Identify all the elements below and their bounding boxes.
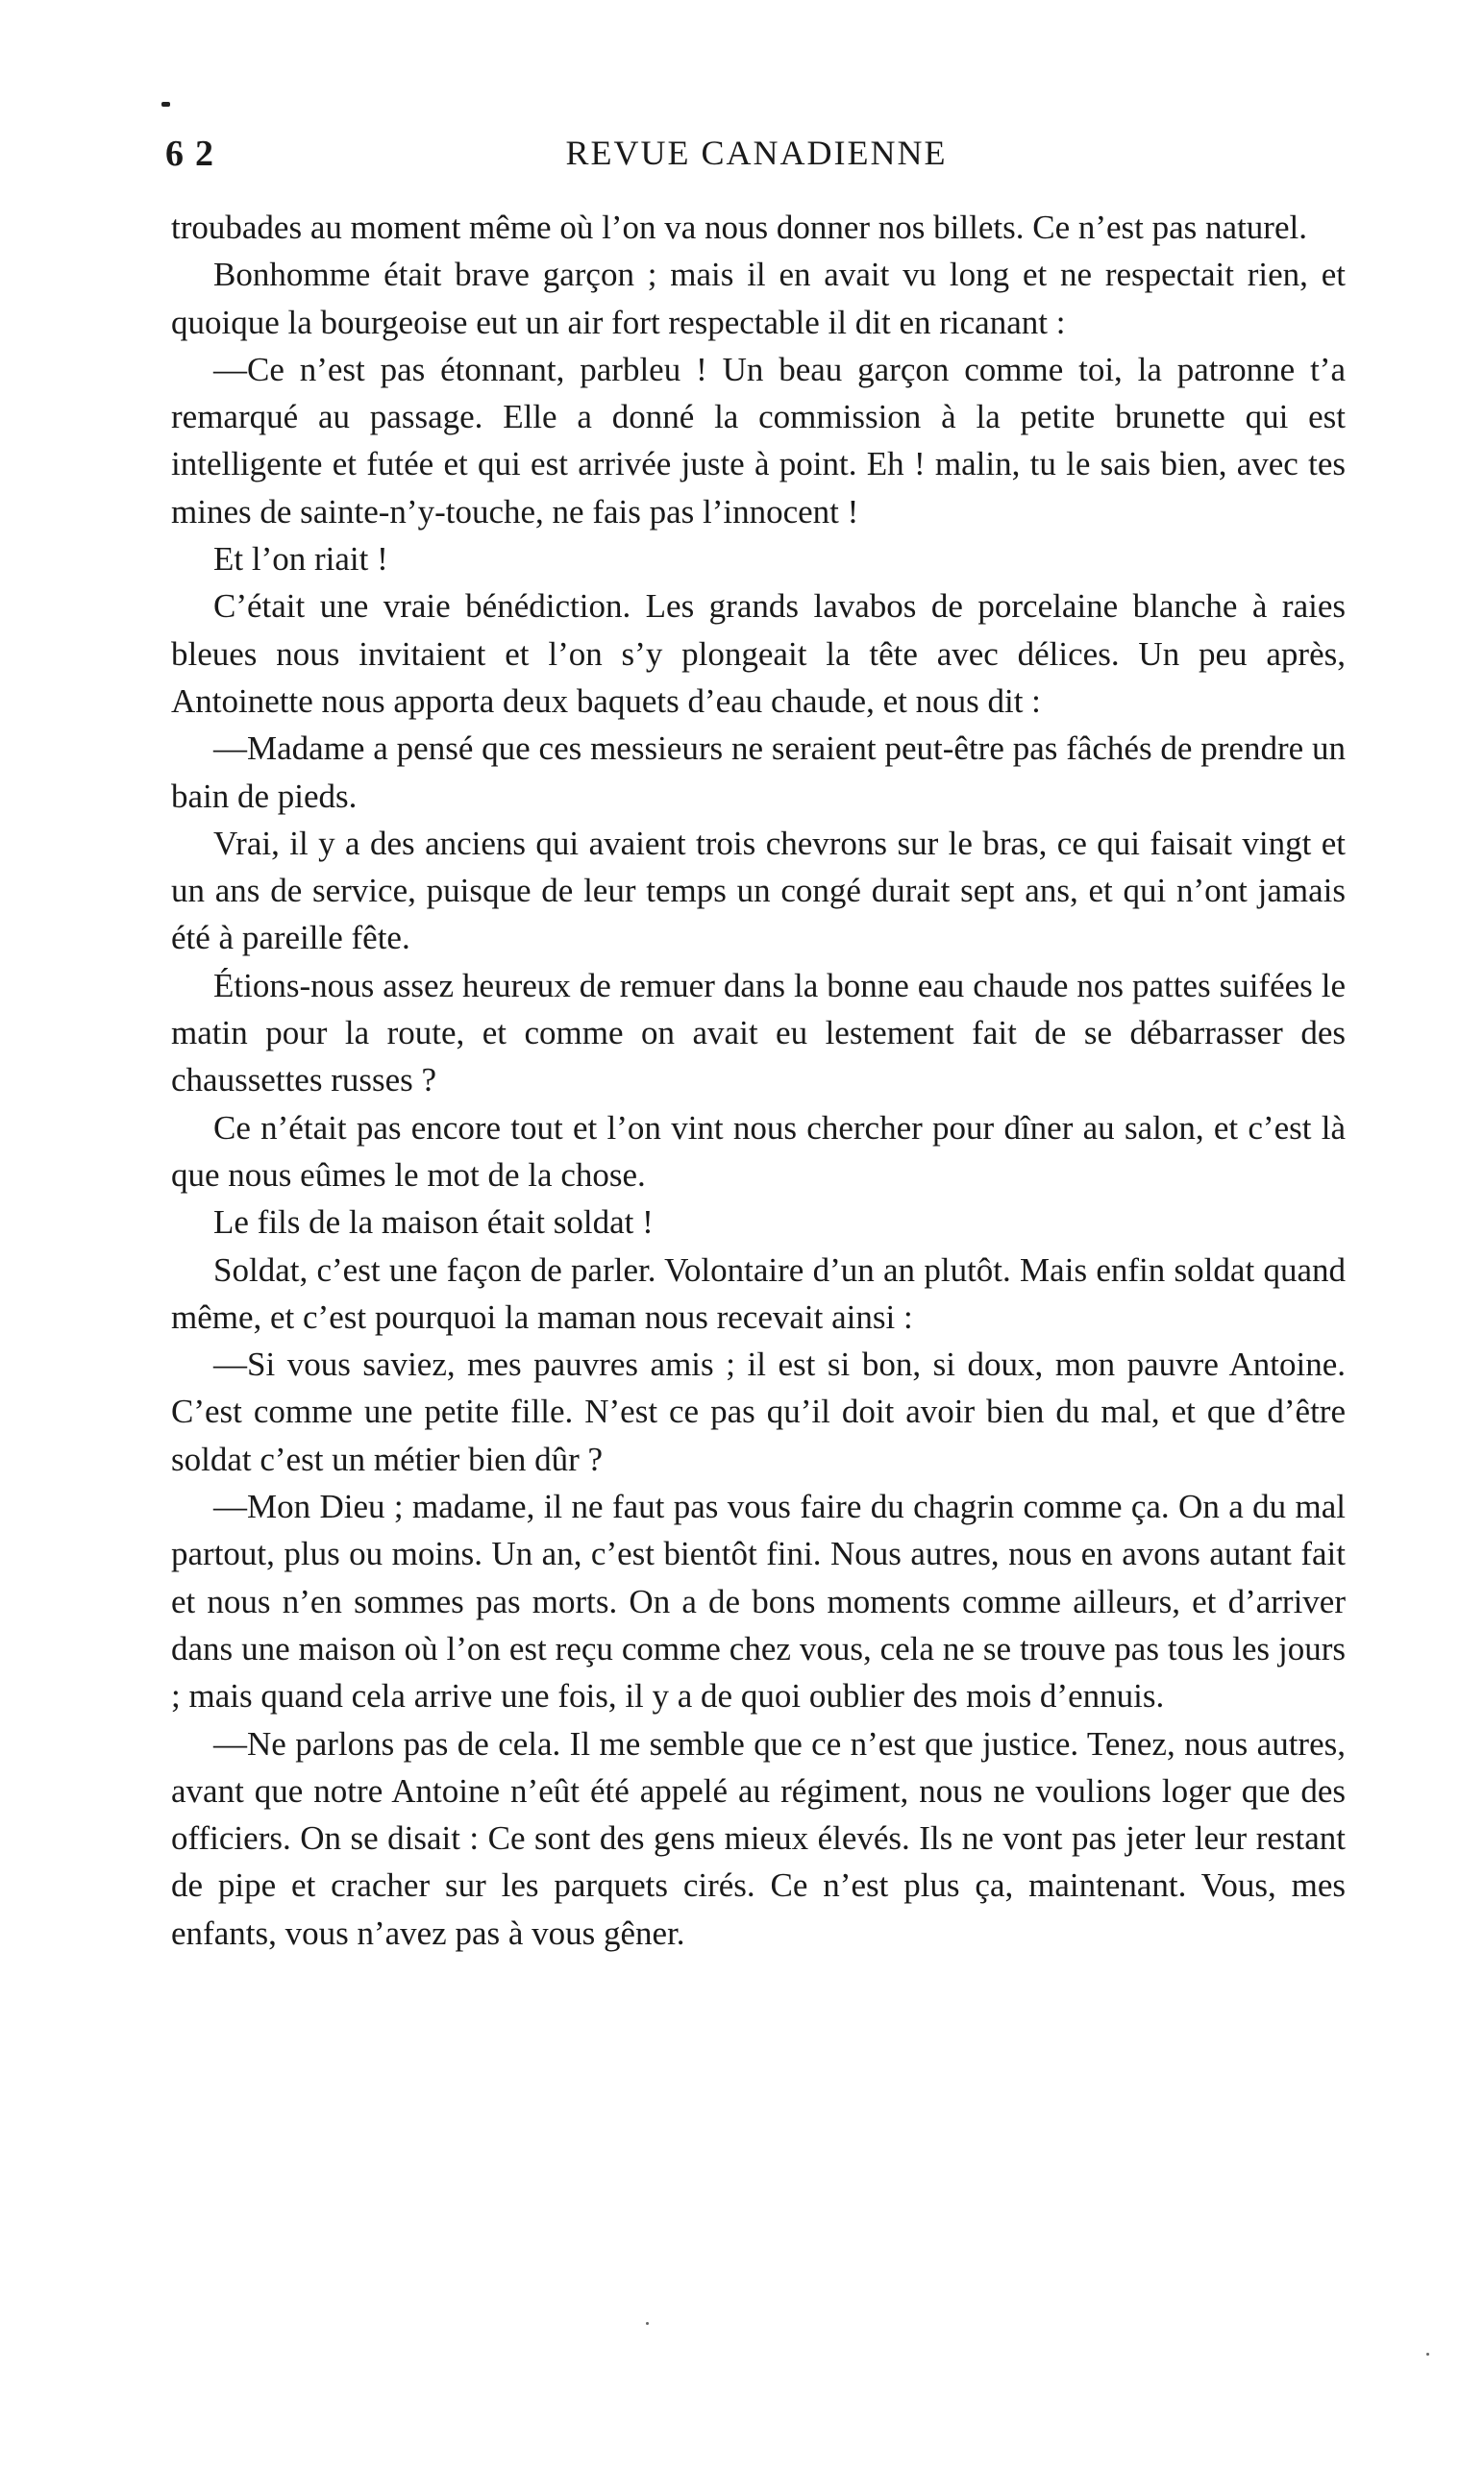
paragraph: C’était une vraie bénédiction. Les grands lavabos de porcelaine blanche à raies bleues nous invitaient et l’on s’y plongeait la tête avec délices. Un peu après, Antoinette nous apporta deux baquets d’eau chaude, et nous dit : bbox=[171, 587, 1346, 720]
paragraph: —Mon Dieu ; madame, il ne faut pas vous faire du chagrin comme ça. On a du mal partout, plus ou moins. Un an, c’est bientôt fini. Nous autres, nous en avons autant fait et nous n’en sommes pas morts. On a de bons moments comme ailleurs, et d’arriver dans une maison où l’on est reçu comme chez vous, cela ne se trouve pas tous les jours ; mais quand cela arrive une fois, il y a de quoi oublier des mois d’ennuis. bbox=[171, 1488, 1346, 1716]
page-header bbox=[165, 133, 1348, 190]
running-title: REVUE CANADIENNE bbox=[565, 134, 948, 172]
speck bbox=[1426, 2353, 1429, 2356]
page-body bbox=[171, 204, 1346, 1957]
ink-mark bbox=[161, 102, 170, 107]
paragraph: Étions-nous assez heureux de remuer dans la bonne eau chaude nos pattes suifées le matin pour la route, et comme on avait eu lestement fait de se débarrasser des chaussettes russes ? bbox=[171, 966, 1346, 1099]
paragraph: —Si vous saviez, mes pauvres amis ; il est si bon, si doux, mon pauvre Antoine. C’est comme une petite fille. N’est ce pas qu’il doit avoir bien du mal, et que d’être soldat c’est un métier bien dûr ? bbox=[171, 1346, 1346, 1478]
speck bbox=[646, 2322, 649, 2325]
paragraph: Soldat, c’est une façon de parler. Volontaire d’un an plutôt. Mais enfin soldat quand même, et c’est pourquoi la maman nous recevait ainsi : bbox=[171, 1250, 1346, 1336]
paragraph: —Ce n’est pas étonnant, parbleu ! Un beau garçon comme toi, la patronne t’a remarqué au passage. Elle a donné la commission à la petite brunette qui est intelligente et futée et qui est arrivée juste à point. Eh ! malin, tu le sais bien, avec tes mines de sainte-n’y-touche, ne fais pas l’innocent ! bbox=[171, 350, 1346, 531]
paragraph: troubades au moment même où l’on va nous donner nos billets. Ce n’est pas naturel. bbox=[171, 209, 1307, 246]
paragraph: Vrai, il y a des anciens qui avaient trois chevrons sur le bras, ce qui faisait vingt et un ans de service, puisque de leur temps un congé durait sept ans, et qui n’ont jamais été à pareille fête. bbox=[171, 824, 1346, 957]
paragraph: —Madame a pensé que ces messieurs ne seraient peut-être pas fâchés de prendre un bain de pieds. bbox=[171, 729, 1346, 815]
paragraph: Le fils de la maison était soldat ! bbox=[213, 1203, 654, 1242]
paragraph: Et l’on riait ! bbox=[213, 540, 388, 579]
paragraph: Bonhomme était brave garçon ; mais il en avait vu long et ne respectait rien, et quoique la bourgeoise eut un air fort respectable il dit en ricanant : bbox=[171, 256, 1346, 341]
page-number: 62 bbox=[165, 134, 225, 174]
paragraph: Ce n’était pas encore tout et l’on vint nous chercher pour dîner au salon, et c’est là que nous eûmes le mot de la chose. bbox=[171, 1108, 1346, 1194]
paragraph: —Ne parlons pas de cela. Il me semble que ce n’est que justice. Tenez, nous autres, avant que notre Antoine n’eût été appelé au régiment, nous ne voulions loger que des officiers. On se disait : Ce sont des gens mieux élevés. Ils ne vont pas jeter leur restant de pipe et cracher sur les parquets cirés. Ce n’est plus ça, maintenant. Vous, mes enfants, vous n’avez pas à vous gêner. bbox=[171, 1724, 1346, 1952]
